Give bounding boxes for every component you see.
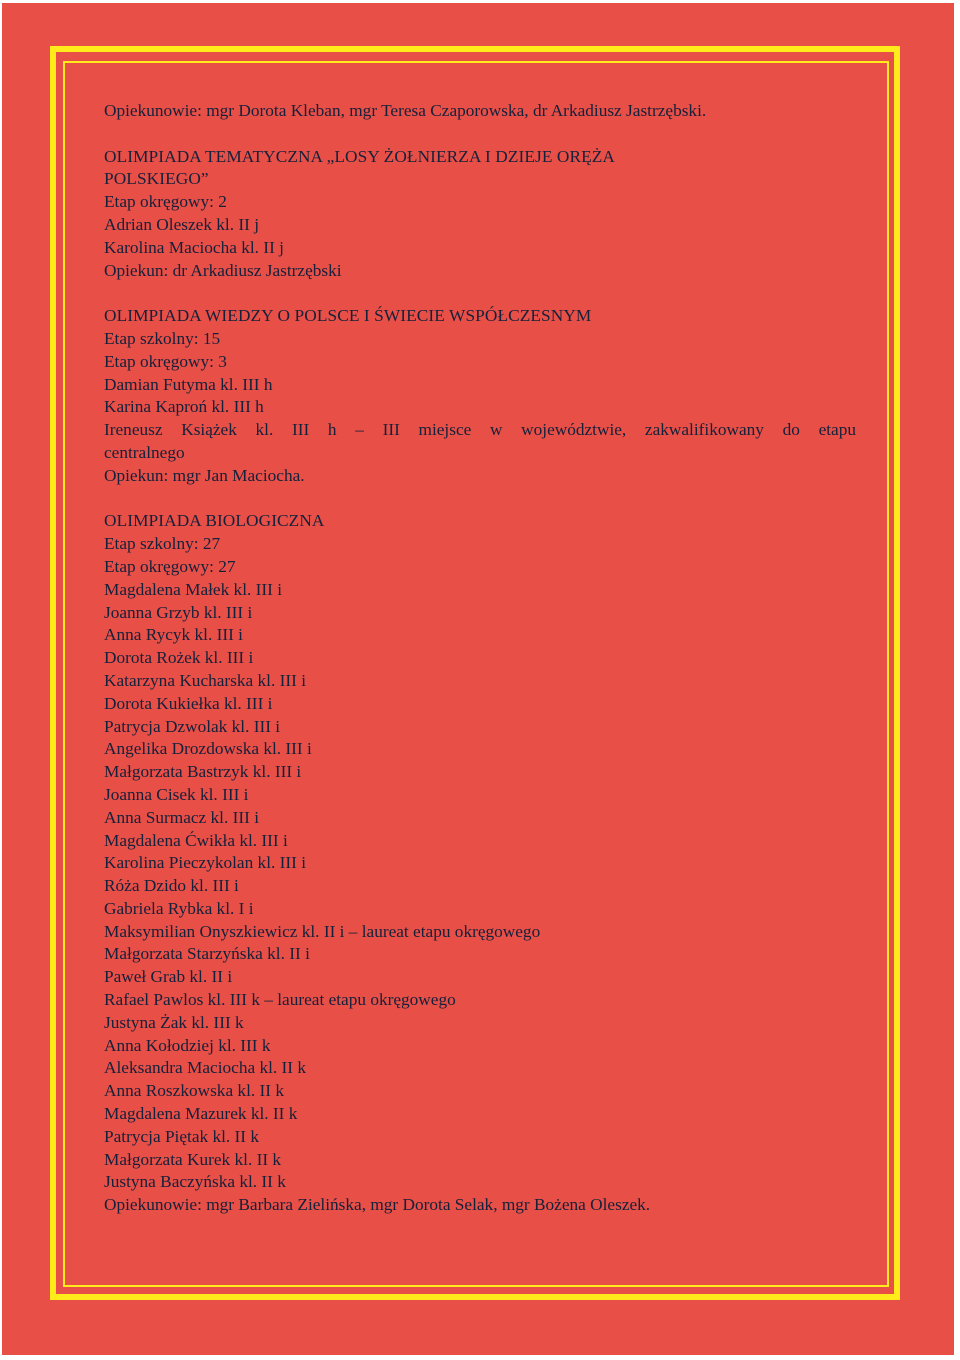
opiekun: Opiekun: dr Arkadiusz Jastrzębski	[104, 260, 342, 280]
section-olimpiada-tematyczna	[104, 146, 856, 283]
student-entry: Anna Surmacz kl. III i	[104, 807, 259, 827]
student-entry: Katarzyna Kucharska kl. III i	[104, 670, 306, 690]
student-entry: Maksymilian Onyszkiewicz kl. II i – laureat etapu okręgowego	[104, 921, 541, 941]
intro-opiekunowie: Opiekunowie: mgr Dorota Kleban, mgr Teresa Czaporowska, dr Arkadiusz Jastrzębski.	[104, 101, 707, 120]
student-entry: Rafael Pawlos kl. III k – laureat etapu okręgowego	[104, 990, 456, 1010]
student-entry: Dorota Kukiełka kl. III i	[104, 693, 273, 713]
opiekunowie: Opiekunowie: mgr Barbara Zielińska, mgr Dorota Selak, mgr Bożena Oleszek.	[104, 1195, 651, 1215]
student-list	[104, 579, 856, 1195]
student-entry: Magdalena Małek kl. III i	[104, 579, 283, 599]
opiekun: Opiekun: mgr Jan Maciocha.	[104, 465, 305, 485]
student-entry: Karolina Pieczykolan kl. III i	[104, 853, 307, 873]
student-entry-highlight: Ireneusz Książek kl. III h – III miejsce w województwie, zakwalifikowany do etapu	[104, 420, 856, 440]
spacer	[104, 488, 856, 511]
student-entry: Angelika Drozdowska kl. III i	[104, 739, 312, 759]
section-title: OLIMPIADA TEMATYCZNA „LOSY ŻOŁNIERZA I DZIEJE ORĘŻA	[104, 146, 616, 166]
student-entry: Justyna Żak kl. III k	[104, 1012, 244, 1032]
student-entry: Małgorzata Bastrzyk kl. III i	[104, 762, 302, 782]
section-title: OLIMPIADA BIOLOGICZNA	[104, 511, 325, 531]
student-entry: Anna Kołodziej kl. III k	[104, 1035, 271, 1055]
etap-szkolny: Etap szkolny: 15	[104, 328, 221, 348]
student-entry: Karolina Maciocha kl. II j	[104, 237, 284, 257]
student-entry: Patrycja Dzwolak kl. III i	[104, 716, 281, 736]
spacer	[104, 282, 856, 305]
student-entry: Anna Rycyk kl. III i	[104, 625, 243, 645]
student-entry: Gabriela Rybka kl. I i	[104, 898, 254, 918]
etap-szkolny: Etap szkolny: 27	[104, 534, 221, 554]
student-entry: Dorota Rożek kl. III i	[104, 648, 254, 668]
student-entry: Adrian Oleszek kl. II j	[104, 214, 259, 234]
etap-okregowy: Etap okręgowy: 27	[104, 556, 236, 576]
student-entry: Karina Kaproń kl. III h	[104, 397, 264, 417]
student-entry: Aleksandra Maciocha kl. II k	[104, 1058, 307, 1078]
student-entry: Róża Dzido kl. III i	[104, 876, 239, 896]
student-entry: Małgorzata Kurek kl. II k	[104, 1149, 282, 1169]
student-entry: Paweł Grab kl. II i	[104, 967, 233, 987]
section-title-continued: POLSKIEGO”	[104, 169, 209, 189]
etap-okregowy: Etap okręgowy: 3	[104, 351, 227, 371]
student-entry: Joanna Grzyb kl. III i	[104, 602, 253, 622]
student-entry: Magdalena Mazurek kl. II k	[104, 1104, 298, 1124]
student-entry: Damian Futyma kl. III h	[104, 374, 273, 394]
section-olimpiada-wiedzy	[104, 305, 856, 487]
section-title: OLIMPIADA WIEDZY O POLSCE I ŚWIECIE WSPÓŁCZESNYM	[104, 306, 592, 326]
student-entry: Małgorzata Starzyńska kl. II i	[104, 944, 310, 964]
student-entry: Joanna Cisek kl. III i	[104, 784, 249, 804]
section-olimpiada-biologiczna	[104, 510, 856, 1217]
student-entry-highlight-continued: centralnego	[104, 442, 185, 462]
etap-okregowy: Etap okręgowy: 2	[104, 192, 227, 212]
document-content	[104, 100, 856, 1217]
student-entry: Justyna Baczyńska kl. II k	[104, 1172, 286, 1192]
student-entry: Magdalena Ćwikła kl. III i	[104, 830, 288, 850]
spacer	[104, 123, 856, 146]
student-entry: Patrycja Piętak kl. II k	[104, 1126, 260, 1146]
student-entry: Anna Roszkowska kl. II k	[104, 1081, 284, 1101]
